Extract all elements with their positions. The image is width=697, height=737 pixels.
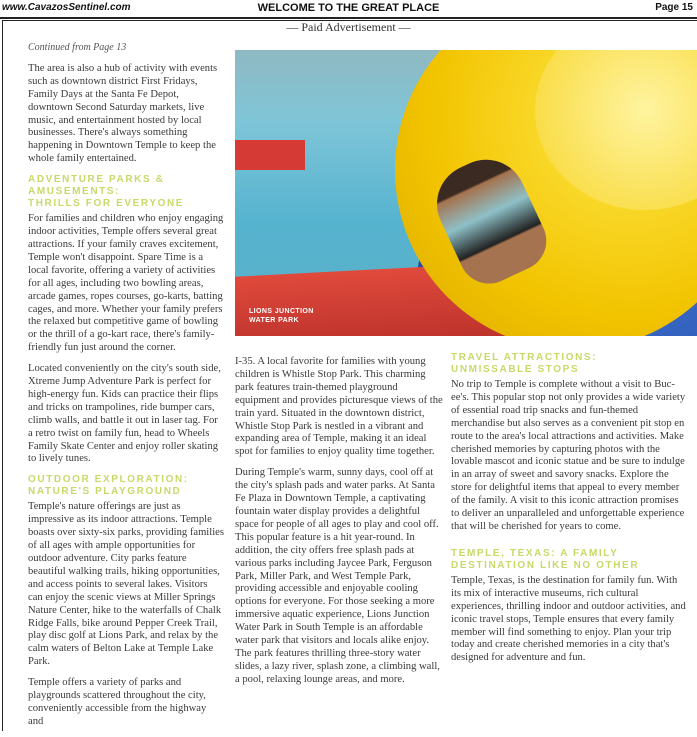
- column-2: [235, 356, 443, 695]
- caption-line: WATER PARK: [249, 316, 300, 324]
- section-title: WELCOME TO THE GREAT PLACE: [257, 2, 440, 14]
- paid-advertisement-label: — Paid Advertisement —: [286, 20, 411, 34]
- paragraph: Temple's nature offerings are just as impressive as its indoor attractions. Temple boasts over sixty-six parks, providing families of all ages with ample opportunities for outdoor adventure. City parks feature beautiful walking trails, hiking opportunities, and access points to several lakes. Visitors can enjoy the scenic views at Miller Springs Nature Center, hike to the waterfalls of Chalk Ridge Falls, bike around Pepper Creek Trail, play disc golf at Lions Park, and relax by the calm waters of Belton Lake at Temple Lake Park.: [28, 501, 224, 668]
- caption-line: LIONS JUNCTION: [249, 308, 314, 315]
- paragraph: I-35. A local favorite for families with young children is Whistle Stop Park. This charming park features train-themed playground equipment and provides picturesque views of the train yard. Situated in the downtown district, Whistle Stop Park is nestled in a vibrant and expanding area of Temple, making it an ideal spot for families to enjoy quality time together.: [235, 356, 443, 458]
- page-header: [0, 0, 697, 19]
- section-heading: TEMPLE, TEXAS: A FAMILY DESTINATION LIKE NO OTHER: [451, 547, 640, 571]
- paragraph: For families and children who enjoy engaging indoor activities, Temple offers several great attractions. If your family craves excitement, Temple won't disappoint. Spare Time is a local favorite, offering a variety of activities for all ages, including two bowling areas, arcade games, ropes courses, go-karts, batting cages, and more. Whether your family prefers the relaxed but competitive game of bowling or the thrill of a go-kart race, there's family-friendly fun just around the corner.: [28, 213, 224, 354]
- continued-note: Continued from Page 13: [28, 42, 127, 53]
- paragraph: Located conveniently on the city's south side, Xtreme Jump Adventure Park is perfect for high-energy fun. Kids can practice their flips and tricks on trampolines, ride bumper cars, climb walls, and battle it out in laser tag. For a retro twist on family fun, head to Wheels Family Skate Center and enjoy roller skating to lively tunes.: [28, 363, 221, 465]
- photo-caption: [249, 308, 314, 325]
- paragraph: During Temple's warm, sunny days, cool off at the city's splash pads and water parks. At Santa Fe Plaza in Downtown Temple, a captivating fountain water display provides a delightful space for people of all ages to play and cool off. This popular feature is a hit year-round. In addition, the city offers free splash pads at various parks including Jaycee Park, Ferguson Park, Miller Park, and West Temple Park, providing accessible and enjoyable cooling options for everyone. For those seeking a more immersive aquatic experience, Lions Junction Water Park in South Temple is an affordable water park that visitors and locals alike enjoy. The park features thrilling three-story water slides, a lazy river, splash zone, a climbing wall, a pool, relaxing lounge areas, and more.: [235, 467, 440, 685]
- section-heading: OUTDOOR EXPLORATION: NATURE'S PLAYGROUND: [28, 474, 189, 498]
- section-heading: ADVENTURE PARKS & AMUSEMENTS: THRILLS FOR EVERYONE: [28, 174, 185, 210]
- section-heading: TRAVEL ATTRACTIONS: UNMISSABLE STOPS: [451, 352, 598, 375]
- water-park-photo: [235, 50, 697, 336]
- column-3: [451, 352, 689, 673]
- page-number: Page 15: [655, 2, 693, 13]
- paragraph: The area is also a hub of activity with events such as downtown district First Fridays, Family Days at the Santa Fe Depot, downtown Second Saturday markets, live music, and entertainment hosted by local businesses. There's always something happening in Downtown Temple to keep the whole family entertained.: [28, 62, 218, 165]
- paragraph: No trip to Temple is complete without a visit to Buc-ee's. This popular stop not only provides a wide variety of essential road trip snacks and fun-themed merchandise but also serves as a convenient pit stop en route to the area's local attractions and activities. Make cherished memories by capturing photos with the lovable mascot and iconic statue and be sure to indulge in an array of sweet and savory snacks. Explore the store for delightful items that appeal to every member of the family. A visit to this iconic attraction promises to deliver an unparalleled and unforgettable experience that will be cherished for years to come.: [451, 379, 686, 532]
- column-1: [28, 42, 224, 737]
- paragraph: Temple, Texas, is the destination for family fun. With its mix of interactive museums, rich cultural experiences, thrilling indoor and outdoor activities, and iconic travel stops, Temple ensures that every family member will find something to enjoy. Plan your trip today and create cherished memories in a city that's designed for adventure and fun.: [451, 574, 686, 664]
- site-url: www.CavazosSentinel.com: [2, 2, 131, 13]
- photo-red-float: [235, 140, 305, 170]
- paragraph: Temple offers a variety of parks and playgrounds scattered throughout the city, conveniently accessible from the highway and: [28, 677, 207, 727]
